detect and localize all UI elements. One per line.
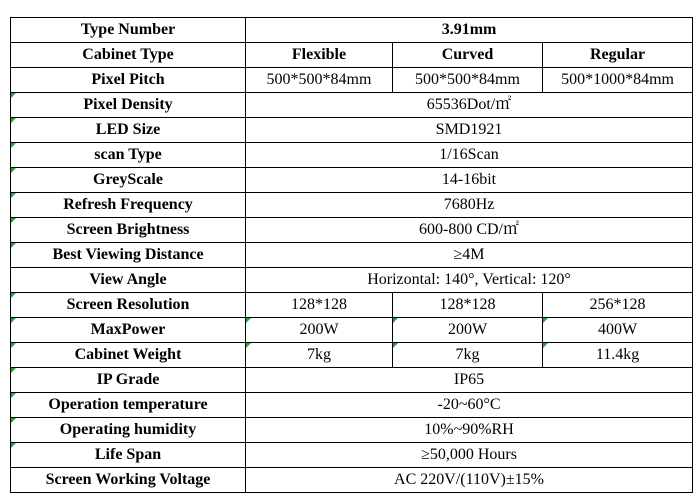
cell-marker-icon — [11, 243, 16, 248]
cell-marker-icon — [393, 343, 398, 348]
max-power-flexible-cell — [246, 318, 393, 343]
row-scan-type — [11, 143, 693, 168]
life-span-label: Life Span — [94, 446, 162, 463]
operation-temperature-label-cell — [11, 393, 246, 418]
cabinet-type-regular: Regular — [543, 43, 693, 68]
row-operation-temperature — [11, 393, 693, 418]
refresh-frequency-label-cell — [11, 193, 246, 218]
pixel-pitch-label: Pixel Pitch — [11, 68, 246, 93]
view-angle-label: View Angle — [11, 268, 246, 293]
best-viewing-distance-value: ≥4M — [246, 243, 693, 268]
row-screen-resolution — [11, 293, 693, 318]
best-viewing-distance-label: Best Viewing Distance — [52, 246, 204, 263]
cell-marker-icon — [11, 293, 16, 298]
screen-working-voltage-label: Screen Working Voltage — [11, 468, 246, 493]
best-viewing-distance-label-cell — [11, 243, 246, 268]
cabinet-weight-regular: 11.4kg — [595, 346, 640, 363]
pixel-density-value: 65536Dot/㎡ — [246, 93, 693, 118]
refresh-frequency-value: 7680Hz — [246, 193, 693, 218]
row-refresh-frequency — [11, 193, 693, 218]
ip-grade-label-cell — [11, 368, 246, 393]
max-power-flexible: 200W — [299, 321, 339, 338]
cell-marker-icon — [11, 118, 16, 123]
screen-resolution-curved: 128*128 — [393, 293, 543, 318]
cabinet-type-curved: Curved — [393, 43, 543, 68]
operating-humidity-label-cell — [11, 418, 246, 443]
greyscale-label-cell — [11, 168, 246, 193]
pixel-pitch-regular: 500*1000*84mm — [543, 68, 693, 93]
screen-brightness-label: Screen Brightness — [66, 221, 190, 238]
cell-marker-icon — [11, 218, 16, 223]
screen-resolution-label-cell — [11, 293, 246, 318]
max-power-regular-cell — [543, 318, 693, 343]
scan-type-label-cell — [11, 143, 246, 168]
cell-marker-icon — [246, 343, 251, 348]
row-led-size — [11, 118, 693, 143]
pixel-pitch-curved: 500*500*84mm — [393, 68, 543, 93]
row-best-viewing-distance — [11, 243, 693, 268]
cell-marker-icon — [11, 318, 16, 323]
cabinet-type-label: Cabinet Type — [11, 43, 246, 68]
greyscale-value: 14-16bit — [246, 168, 693, 193]
cell-marker-icon — [543, 343, 548, 348]
cabinet-type-flexible: Flexible — [246, 43, 393, 68]
scan-type-value: 1/16Scan — [246, 143, 693, 168]
greyscale-label: GreyScale — [93, 171, 163, 188]
screen-resolution-label: Screen Resolution — [66, 296, 190, 313]
max-power-regular: 400W — [597, 321, 638, 338]
view-angle-value: Horizontal: 140°, Vertical: 120° — [246, 268, 693, 293]
led-size-label-cell — [11, 118, 246, 143]
row-ip-grade — [11, 368, 693, 393]
row-operating-humidity — [11, 418, 693, 443]
operating-humidity-value: 10%~90%RH — [246, 418, 693, 443]
operation-temperature-value: -20~60°C — [246, 393, 693, 418]
led-size-label: LED Size — [95, 121, 161, 138]
cell-marker-icon — [393, 318, 398, 323]
ip-grade-value: IP65 — [246, 368, 693, 393]
ip-grade-label: IP Grade — [96, 371, 160, 388]
row-cabinet-type — [11, 43, 693, 68]
row-cabinet-weight — [11, 343, 693, 368]
screen-resolution-regular: 256*128 — [543, 293, 693, 318]
row-screen-brightness — [11, 218, 693, 243]
cabinet-weight-label-cell — [11, 343, 246, 368]
life-span-label-cell — [11, 443, 246, 468]
row-greyscale — [11, 168, 693, 193]
cell-marker-icon — [11, 443, 16, 448]
max-power-label-cell — [11, 318, 246, 343]
cell-marker-icon — [11, 393, 16, 398]
row-view-angle — [11, 268, 693, 293]
screen-brightness-label-cell — [11, 218, 246, 243]
cabinet-weight-flexible-cell — [246, 343, 393, 368]
cabinet-weight-regular-cell — [543, 343, 693, 368]
max-power-curved-cell — [393, 318, 543, 343]
type-number-value: 3.91mm — [246, 18, 693, 43]
screen-resolution-flexible: 128*128 — [246, 293, 393, 318]
cell-marker-icon — [543, 318, 548, 323]
cell-marker-icon — [11, 93, 16, 98]
max-power-label: MaxPower — [90, 321, 166, 338]
pixel-pitch-flexible: 500*500*84mm — [246, 68, 393, 93]
operating-humidity-label: Operating humidity — [59, 421, 197, 438]
row-life-span — [11, 443, 693, 468]
cell-marker-icon — [11, 418, 16, 423]
screen-brightness-value: 600-800 CD/㎡ — [246, 218, 693, 243]
max-power-curved: 200W — [447, 321, 488, 338]
operation-temperature-label: Operation temperature — [48, 396, 208, 413]
row-screen-working-voltage — [11, 468, 693, 493]
refresh-frequency-label: Refresh Frequency — [63, 196, 193, 213]
led-size-value: SMD1921 — [246, 118, 693, 143]
row-max-power — [11, 318, 693, 343]
pixel-density-label: Pixel Density — [83, 96, 173, 113]
cell-marker-icon — [11, 143, 16, 148]
cell-marker-icon — [11, 193, 16, 198]
screen-working-voltage-value: AC 220V/(110V)±15% — [246, 468, 693, 493]
pixel-density-label-cell — [11, 93, 246, 118]
cabinet-weight-label: Cabinet Weight — [74, 346, 182, 363]
spec-table — [10, 17, 693, 493]
row-type-number — [11, 18, 693, 43]
life-span-value: ≥50,000 Hours — [246, 443, 693, 468]
cell-marker-icon — [11, 368, 16, 373]
scan-type-label: scan Type — [94, 146, 162, 163]
row-pixel-pitch — [11, 68, 693, 93]
type-number-label: Type Number — [11, 18, 246, 43]
cell-marker-icon — [11, 168, 16, 173]
cabinet-weight-curved: 7kg — [455, 346, 480, 363]
row-pixel-density — [11, 93, 693, 118]
cell-marker-icon — [11, 343, 16, 348]
cell-marker-icon — [246, 318, 251, 323]
cabinet-weight-flexible: 7kg — [307, 346, 331, 363]
cabinet-weight-curved-cell — [393, 343, 543, 368]
